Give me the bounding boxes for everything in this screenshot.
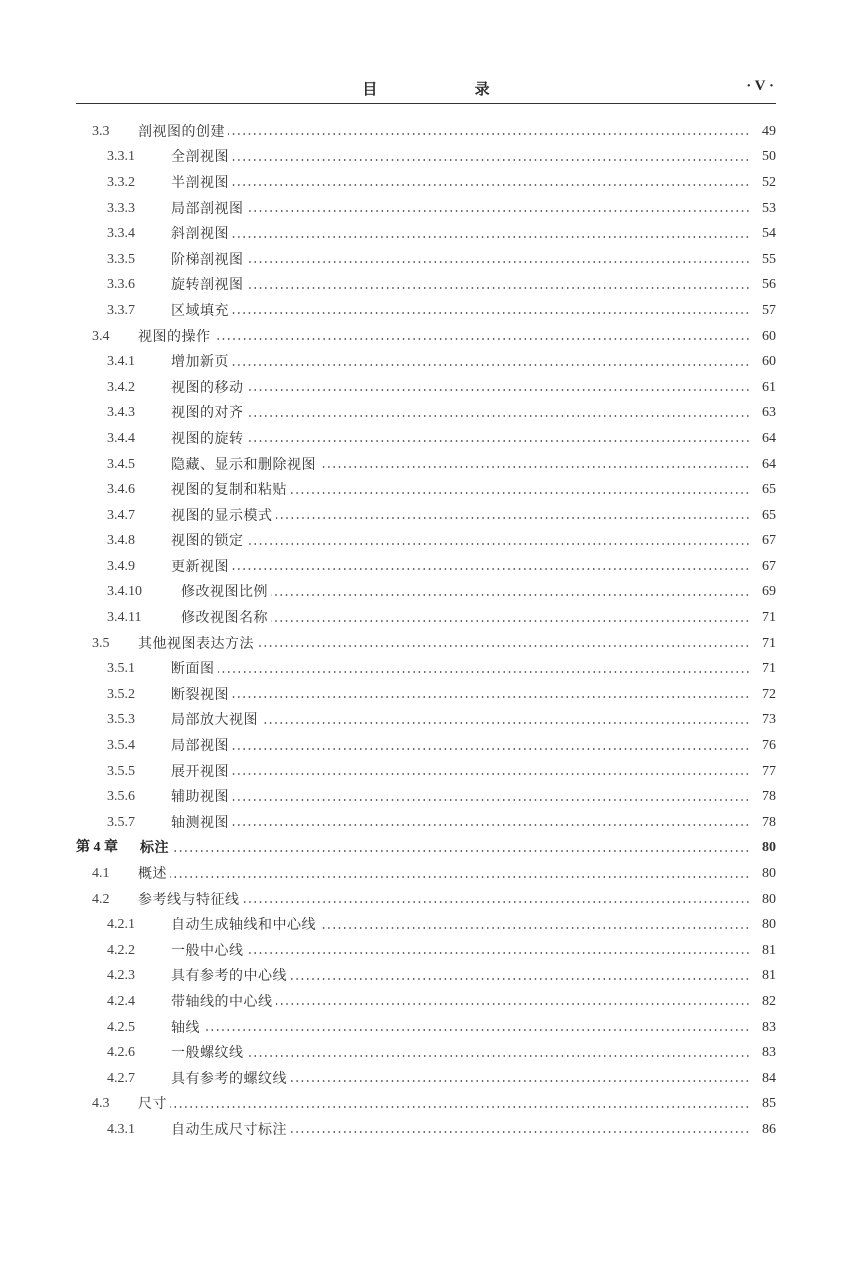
dot-leader xyxy=(290,1131,750,1133)
toc-entry-page: 80 xyxy=(762,866,776,882)
toc-entry[interactable] xyxy=(76,503,776,529)
toc-entry-number: 4.2 xyxy=(92,891,110,907)
dot-leader xyxy=(247,210,751,212)
toc-entry-number: 3.4.11 xyxy=(107,610,142,626)
toc-entry[interactable] xyxy=(76,1040,776,1066)
toc-entry-title: 其他视图表达方法 xyxy=(138,635,254,652)
toc-entry-number: 3.4.3 xyxy=(107,405,135,421)
toc-entry-page: 80 xyxy=(762,917,776,933)
toc-entry-title: 局部视图 xyxy=(171,738,229,755)
dot-leader xyxy=(232,773,750,775)
header-divider xyxy=(76,103,776,104)
dot-leader xyxy=(232,236,750,238)
toc-entry-number: 3.3.2 xyxy=(107,174,135,190)
dot-leader xyxy=(271,620,750,622)
toc-entry[interactable] xyxy=(76,1092,776,1118)
toc-entry-title: 视图的旋转 xyxy=(171,430,244,447)
toc-entry[interactable] xyxy=(76,887,776,913)
toc-entry[interactable] xyxy=(76,631,776,657)
toc-entry-title: 修改视图比例 xyxy=(181,584,268,601)
toc-entry-page: 54 xyxy=(762,226,776,242)
toc-entry-title: 断面图 xyxy=(171,661,215,678)
toc-entry[interactable] xyxy=(76,196,776,222)
dot-leader xyxy=(172,850,750,852)
toc-entry-title: 修改视图名称 xyxy=(181,610,268,627)
toc-entry-title: 辅助视图 xyxy=(171,789,229,806)
toc-entry-title: 一般螺纹线 xyxy=(171,1045,244,1062)
toc-entry-title: 断裂视图 xyxy=(171,686,229,703)
dot-leader xyxy=(170,1106,750,1108)
toc-entry-number: 3.4.10 xyxy=(107,584,142,600)
dot-leader xyxy=(232,312,750,314)
dot-leader xyxy=(247,543,751,545)
toc-entry-title: 轴测视图 xyxy=(171,814,229,831)
toc-entry-number: 3.4.2 xyxy=(107,379,135,395)
toc-entry[interactable] xyxy=(76,401,776,427)
toc-entry[interactable] xyxy=(76,452,776,478)
toc-entry-page: 52 xyxy=(762,174,776,190)
toc-entry-page: 78 xyxy=(762,814,776,830)
toc-entry-page: 55 xyxy=(762,251,776,267)
toc-entry-page: 61 xyxy=(762,379,776,395)
toc-entry[interactable] xyxy=(76,964,776,990)
toc-entry-title: 自动生成轴线和中心线 xyxy=(171,917,316,934)
toc-entry-number: 3.4.8 xyxy=(107,533,135,549)
dot-leader xyxy=(232,364,750,366)
toc-entry-title: 全剖视图 xyxy=(171,149,229,166)
dot-leader xyxy=(247,261,751,263)
toc-entry-title: 更新视图 xyxy=(171,558,229,575)
toc-entry-title: 增加新页 xyxy=(171,354,229,371)
toc-entry[interactable] xyxy=(76,529,776,555)
page-title: 目 录 xyxy=(362,80,536,98)
toc-entry-title: 局部放大视图 xyxy=(171,712,258,729)
toc-entry-page: 82 xyxy=(762,993,776,1009)
toc-entry-title: 概述 xyxy=(138,866,167,883)
toc-entry-title: 一般中心线 xyxy=(171,942,244,959)
toc-entry-title: 标注 xyxy=(140,840,169,857)
toc-entry-page: 77 xyxy=(762,763,776,779)
toc-entry[interactable] xyxy=(76,759,776,785)
toc-entry[interactable] xyxy=(76,554,776,580)
toc-entry[interactable] xyxy=(76,221,776,247)
toc-entry-page: 83 xyxy=(762,1019,776,1035)
dot-leader xyxy=(290,492,750,494)
toc-entry-number: 3.5.4 xyxy=(107,738,135,754)
toc-entry-number: 3.5.6 xyxy=(107,789,135,805)
toc-entry-number: 3.5.3 xyxy=(107,712,135,728)
toc-entry-number: 4.2.4 xyxy=(107,993,135,1009)
toc-entry[interactable] xyxy=(76,247,776,273)
toc-entry-number: 3.3.6 xyxy=(107,277,135,293)
toc-entry-page: 80 xyxy=(762,891,776,907)
toc-entry-title: 阶梯剖视图 xyxy=(171,251,244,268)
toc-entry[interactable] xyxy=(76,324,776,350)
toc-entry[interactable] xyxy=(76,784,776,810)
toc-entry[interactable] xyxy=(76,912,776,938)
toc-entry-page: 72 xyxy=(762,686,776,702)
toc-entry-number: 3.4 xyxy=(92,328,110,344)
toc-entry[interactable] xyxy=(76,1066,776,1092)
toc-entry-title: 剖视图的创建 xyxy=(138,123,225,140)
toc-entry[interactable] xyxy=(76,1117,776,1143)
toc-entry-number: 4.2.5 xyxy=(107,1019,135,1035)
toc-entry-title: 斜剖视图 xyxy=(171,226,229,243)
toc-entry-number: 第 4 章 xyxy=(76,840,118,856)
toc-entry[interactable] xyxy=(76,580,776,606)
toc-entry-number: 3.3.5 xyxy=(107,251,135,267)
toc-entry-page: 73 xyxy=(762,712,776,728)
dot-leader xyxy=(271,594,750,596)
toc-entry-title: 隐藏、显示和删除视图 xyxy=(171,456,316,473)
toc-entry-page: 60 xyxy=(762,354,776,370)
toc-entry-page: 57 xyxy=(762,302,776,318)
toc-entry-number: 3.3.4 xyxy=(107,226,135,242)
toc-entry[interactable] xyxy=(76,938,776,964)
toc-entry[interactable] xyxy=(76,810,776,836)
toc-entry-page: 83 xyxy=(762,1045,776,1061)
toc-entry-title: 半剖视图 xyxy=(171,174,229,191)
toc-entry-number: 4.2.2 xyxy=(107,942,135,958)
toc-entry-title: 视图的复制和粘贴 xyxy=(171,482,287,499)
toc-entry[interactable] xyxy=(76,426,776,452)
toc-entry-page: 76 xyxy=(762,738,776,754)
toc-entry[interactable] xyxy=(76,733,776,759)
toc-entry[interactable] xyxy=(76,836,776,862)
toc-entry-page: 71 xyxy=(762,635,776,651)
toc-entry-number: 3.3 xyxy=(92,123,110,139)
dot-leader xyxy=(232,568,750,570)
dot-leader xyxy=(319,466,750,468)
toc-entry[interactable] xyxy=(76,605,776,631)
dot-leader xyxy=(319,927,750,929)
toc-entry-number: 4.2.3 xyxy=(107,968,135,984)
toc-entry-page: 50 xyxy=(762,149,776,165)
toc-entry-page: 49 xyxy=(762,123,776,139)
toc-entry-number: 3.5.5 xyxy=(107,763,135,779)
toc-entry-number: 3.3.3 xyxy=(107,200,135,216)
toc-entry-page: 69 xyxy=(762,584,776,600)
toc-entry-number: 3.4.4 xyxy=(107,430,135,446)
dot-leader xyxy=(247,389,751,391)
toc-entry-page: 84 xyxy=(762,1070,776,1086)
dot-leader xyxy=(232,799,750,801)
dot-leader xyxy=(276,1003,751,1005)
toc-entry-page: 64 xyxy=(762,430,776,446)
toc-entry-page: 63 xyxy=(762,405,776,421)
toc-entry-title: 视图的操作 xyxy=(138,328,211,345)
toc-entry[interactable] xyxy=(76,170,776,196)
toc-entry-title: 自动生成尺寸标注 xyxy=(171,1121,287,1138)
toc-entry-page: 71 xyxy=(762,610,776,626)
dot-leader xyxy=(232,696,750,698)
toc-entry-title: 轴线 xyxy=(171,1019,200,1036)
toc-entry-page: 80 xyxy=(762,840,776,856)
toc-entry[interactable] xyxy=(76,273,776,299)
dot-leader xyxy=(232,748,750,750)
toc-entry-title: 视图的移动 xyxy=(171,379,244,396)
toc-entry[interactable] xyxy=(76,298,776,324)
dot-leader xyxy=(247,952,751,954)
toc-entry-page: 71 xyxy=(762,661,776,677)
toc-entry-number: 3.5.2 xyxy=(107,686,135,702)
toc-entry-number: 3.4.9 xyxy=(107,558,135,574)
toc-entry-number: 3.4.7 xyxy=(107,507,135,523)
toc-entry-title: 具有参考的螺纹线 xyxy=(171,1070,287,1087)
toc-entry-number: 3.4.6 xyxy=(107,482,135,498)
toc-entry-title: 带轴线的中心线 xyxy=(171,993,273,1010)
dot-leader xyxy=(290,978,750,980)
dot-leader xyxy=(228,133,750,135)
toc-entry-title: 视图的显示模式 xyxy=(171,507,273,524)
toc-entry-title: 展开视图 xyxy=(171,763,229,780)
toc-entry-page: 64 xyxy=(762,456,776,472)
toc-entry[interactable] xyxy=(76,989,776,1015)
toc-entry-title: 具有参考的中心线 xyxy=(171,968,287,985)
toc-entry-title: 视图的锁定 xyxy=(171,533,244,550)
toc-entry-number: 3.3.1 xyxy=(107,149,135,165)
toc-entry[interactable] xyxy=(76,861,776,887)
dot-leader xyxy=(232,824,750,826)
toc-entry-title: 区域填充 xyxy=(171,302,229,319)
table-of-contents xyxy=(76,119,776,1143)
dot-leader xyxy=(247,287,751,289)
toc-entry-page: 67 xyxy=(762,558,776,574)
toc-entry-page: 67 xyxy=(762,533,776,549)
dot-leader xyxy=(232,184,750,186)
toc-entry-page: 60 xyxy=(762,328,776,344)
dot-leader xyxy=(214,338,751,340)
toc-entry-number: 3.4.5 xyxy=(107,456,135,472)
dot-leader xyxy=(290,1080,750,1082)
dot-leader xyxy=(203,1029,750,1031)
toc-entry-number: 3.5.1 xyxy=(107,661,135,677)
dot-leader xyxy=(232,159,750,161)
toc-entry-number: 3.3.7 xyxy=(107,302,135,318)
dot-leader xyxy=(247,440,751,442)
page-number-roman: · V · xyxy=(746,78,774,94)
dot-leader xyxy=(276,517,751,519)
toc-entry[interactable] xyxy=(76,1015,776,1041)
toc-entry-page: 81 xyxy=(762,968,776,984)
toc-entry[interactable] xyxy=(76,349,776,375)
toc-entry-page: 65 xyxy=(762,507,776,523)
toc-entry-number: 4.1 xyxy=(92,866,110,882)
toc-entry[interactable] xyxy=(76,119,776,145)
toc-entry[interactable] xyxy=(76,682,776,708)
toc-entry-number: 3.5 xyxy=(92,635,110,651)
dot-leader xyxy=(218,671,751,673)
dot-leader xyxy=(257,645,750,647)
toc-entry-number: 3.4.1 xyxy=(107,354,135,370)
toc-entry-number: 4.2.1 xyxy=(107,917,135,933)
toc-entry-page: 86 xyxy=(762,1121,776,1137)
toc-entry-page: 65 xyxy=(762,482,776,498)
toc-entry-title: 局部剖视图 xyxy=(171,200,244,217)
toc-entry-page: 56 xyxy=(762,277,776,293)
toc-entry-title: 旋转剖视图 xyxy=(171,277,244,294)
toc-entry[interactable] xyxy=(76,145,776,171)
toc-entry-page: 78 xyxy=(762,789,776,805)
toc-entry[interactable] xyxy=(76,656,776,682)
dot-leader xyxy=(247,415,751,417)
dot-leader xyxy=(243,901,751,903)
dot-leader xyxy=(247,1055,751,1057)
toc-entry-title: 视图的对齐 xyxy=(171,405,244,422)
toc-entry-number: 4.3 xyxy=(92,1096,110,1112)
toc-entry-page: 85 xyxy=(762,1096,776,1112)
page-header xyxy=(76,74,776,102)
toc-entry[interactable] xyxy=(76,708,776,734)
toc-entry-number: 3.5.7 xyxy=(107,814,135,830)
toc-entry[interactable] xyxy=(76,477,776,503)
dot-leader xyxy=(261,722,750,724)
toc-entry-title: 尺寸 xyxy=(138,1096,167,1113)
toc-entry-title: 参考线与特征线 xyxy=(138,891,240,908)
toc-entry-page: 53 xyxy=(762,200,776,216)
toc-entry-number: 4.2.6 xyxy=(107,1045,135,1061)
toc-entry-page: 81 xyxy=(762,942,776,958)
toc-entry-number: 4.2.7 xyxy=(107,1070,135,1086)
toc-entry[interactable] xyxy=(76,375,776,401)
dot-leader xyxy=(170,876,750,878)
toc-entry-number: 4.3.1 xyxy=(107,1121,135,1137)
